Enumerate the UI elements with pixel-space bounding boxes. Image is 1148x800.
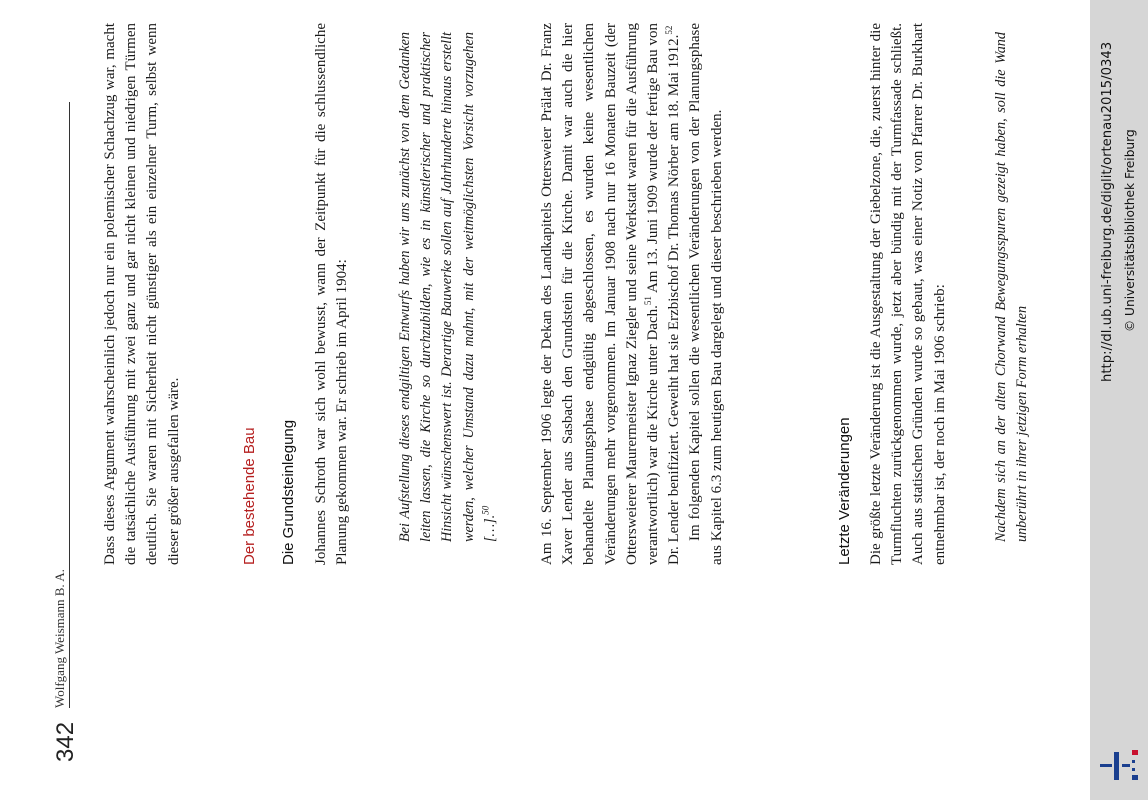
quote-1 xyxy=(395,32,501,542)
paragraph-2b-text: Am 13. Juni 1909 wurde der fertige Bau von Dr. Lender benifiziert. Geweiht hat sie Erzbischof Dr. Thomas Nörber am 18. Mai 1912. xyxy=(645,23,683,565)
paragraph-1 xyxy=(311,23,353,565)
source-url: http://dl.ub.uni-freiburg.de/diglit/ortenau2015/0343 xyxy=(1100,41,1115,382)
viewer-sidebar xyxy=(1090,0,1148,800)
section-heading: Der bestehende Bau xyxy=(241,427,258,565)
paragraph-3-text: Im folgenden Kapitel sollen die wesentlichen Veränderungen von der Planungsphase aus Kapitel 6.3 zum heutigen Bau dargelegt und dieser beschrieben werden. xyxy=(687,23,725,565)
quote-1-text: Bei Aufstellung dieses endgiltigen Entwurfs haben wir uns zunächst von dem Gedanken leiten lassen, die Kirche so durchzubilden, wie es in künstlerischer und praktischer Hinsicht wünschenswert ist. Derartige Bauwerke sollen auf Jahrhunderte hinaus erstellt werden, welcher Umstand dazu mahnt, mit der weitmöglichsten Vorsicht vorzugehen […]. xyxy=(397,32,498,542)
copyright-notice: © Universitätsbibliothek Freiburg xyxy=(1123,129,1137,332)
subheading-grundsteinlegung: Die Grundsteinlegung xyxy=(280,419,297,565)
page-number: 342 xyxy=(52,721,79,762)
footnote-ref-52: 52 xyxy=(664,25,675,35)
intro-text: Dass dieses Argument wahrscheinlich jedoch nur ein polemischer Schachzug war, macht die tatsächliche Ausführung mit zwei ganz und gar nicht kleinen und niedrigen Türmen deutlich. Sie waren mit Sicherheit nicht günstiger als ein einzelner Turm, selbst wenn dieser größer ausgefallen wäre. xyxy=(102,23,182,565)
intro-paragraph xyxy=(100,23,185,565)
header-rule xyxy=(69,102,70,708)
ub-freiburg-logo-icon xyxy=(1096,746,1144,784)
paragraph-1-text: Johannes Schroth war sich wohl bewusst, wann der Zeitpunkt für die schlussendliche Planung gekommen war. Er schrieb im April 1904: xyxy=(313,23,351,565)
footnote-ref-50: 50 xyxy=(480,505,491,515)
footnote-ref-51: 51 xyxy=(643,296,654,306)
paragraph-2a-text: Am 16. September 1906 legte der Dekan des Landkapitels Ottersweier Prälat Dr. Franz Xaver Lender aus Sasbach den Grundstein für die Kirche. Damit war auch die hier behandelte Planungsphase endgültig abgeschlossen, es wurden keine wesentlichen Veränderungen mehr vorgenommen. Im Januar 1908 nach nur 16 Monaten Bauzeit (der Ottersweierer Maurermeister Ignaz Ziegler und seine Werkstatt waren für die Ausführung verantwortlich) war die Kirche unter Dach. xyxy=(539,23,662,565)
paragraph-4-text: Die größte letzte Veränderung ist die Ausgestaltung der Giebelzone, die, zuerst hinter die Turmfluchten zurückgenommen wurde, jetzt aber bündig mit der Turmfassade schließt. Auch aus statischen Gründen wurde so gebaut, was einer Notiz von Pfarrer Dr. Burkhart entnehmbar ist, der noch im Mai 1906 schrieb: xyxy=(868,23,948,565)
running-head: Wolfgang Weismann B. A. xyxy=(52,569,67,708)
paragraph-2 xyxy=(537,23,728,565)
paragraph-4 xyxy=(866,23,951,565)
sidebar-rotated-text xyxy=(1090,0,1148,800)
subheading-letzte-veraenderungen: Letzte Veränderungen xyxy=(836,417,853,565)
quote-2-text: Nachdem sich an der alten Chorwand Bewegungsspuren gezeigt haben, soll die Wand unberührt in ihrer jetzigen Form erhalten xyxy=(993,32,1031,542)
quote-2 xyxy=(991,32,1033,542)
